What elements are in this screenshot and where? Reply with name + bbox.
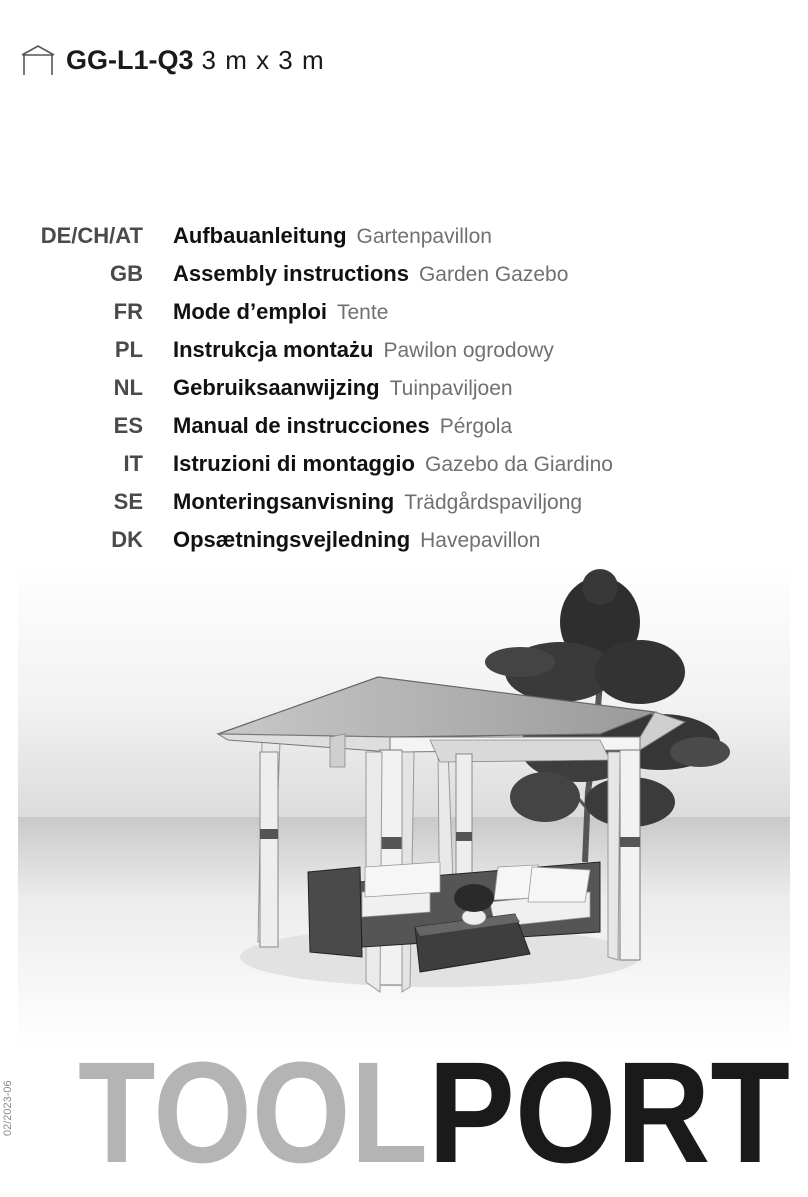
language-subtitle: Havepavillon	[420, 529, 541, 552]
brand-logo	[78, 1060, 793, 1170]
language-text	[173, 522, 540, 561]
product-header	[20, 40, 325, 80]
language-subtitle: Pawilon ogrodowy	[383, 339, 554, 362]
language-subtitle: Pérgola	[439, 415, 513, 438]
language-text	[173, 484, 582, 523]
language-row-es	[0, 408, 808, 446]
language-row-it	[0, 446, 808, 484]
language-code: DK	[111, 527, 143, 552]
language-subtitle: Garden Gazebo	[418, 263, 569, 286]
language-text	[173, 446, 613, 485]
language-title: Istruzioni di montaggio	[173, 451, 415, 476]
language-row-gb	[0, 256, 808, 294]
language-title: Mode d’emploi	[173, 299, 327, 324]
language-title: Instrukcja montażu	[173, 337, 374, 362]
language-subtitle: Trädgårdspaviljong	[404, 491, 583, 514]
language-text	[173, 218, 492, 257]
language-code: NL	[113, 375, 143, 400]
language-text	[173, 370, 513, 409]
language-list	[0, 218, 808, 560]
language-row-pl	[0, 332, 808, 370]
language-subtitle: Tuinpaviljoen	[389, 377, 513, 400]
language-code: PL	[114, 337, 143, 362]
language-text	[173, 408, 512, 447]
language-title: Manual de instrucciones	[173, 413, 430, 438]
language-row-nl	[0, 370, 808, 408]
gazebo-outline-icon	[20, 43, 56, 77]
language-text	[173, 256, 568, 295]
language-code: IT	[123, 451, 143, 476]
language-title: Aufbauanleitung	[173, 223, 347, 248]
language-code: GB	[110, 261, 143, 286]
language-subtitle: Gartenpavillon	[356, 225, 492, 248]
language-row-se	[0, 484, 808, 522]
language-title: Monteringsanvisning	[173, 489, 395, 514]
language-code: FR	[113, 299, 143, 324]
language-title: Gebruiksaanwijzing	[173, 375, 380, 400]
language-code: DE/CH/AT	[40, 223, 143, 248]
gazebo-illustration	[0, 562, 808, 1048]
model-code: GG-L1-Q3	[66, 44, 194, 75]
language-code: ES	[113, 413, 143, 438]
language-row-dk	[0, 522, 808, 560]
print-date-code: 02/2023-06	[2, 1080, 14, 1136]
language-code: SE	[113, 489, 143, 514]
language-text	[173, 332, 554, 371]
language-text	[173, 294, 388, 333]
language-subtitle: Gazebo da Giardino	[424, 453, 613, 476]
language-title: Opsætningsvejledning	[173, 527, 411, 552]
brand-port-text: PORT	[428, 1060, 790, 1170]
language-subtitle: Tente	[337, 301, 389, 324]
language-title: Assembly instructions	[173, 261, 409, 286]
model-size: 3 m x 3 m	[201, 44, 325, 75]
language-row-fr	[0, 294, 808, 332]
brand-tool-text: TOOL	[78, 1060, 428, 1170]
language-row-de	[0, 218, 808, 256]
